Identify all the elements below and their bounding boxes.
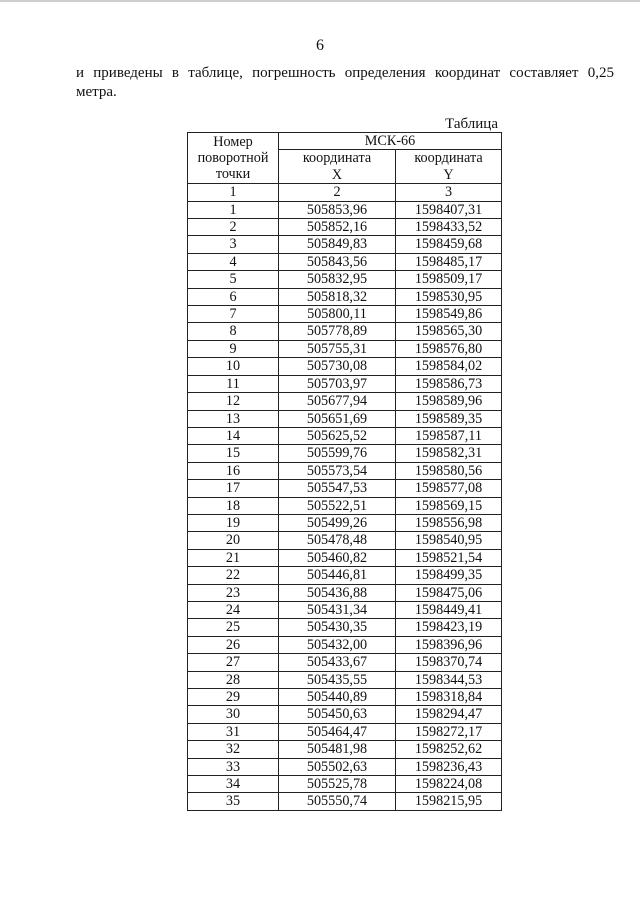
table-row — [188, 236, 502, 253]
table-row — [188, 323, 502, 340]
table-row — [188, 671, 502, 688]
point-number-cell: 16 — [188, 462, 279, 479]
table-row — [188, 619, 502, 636]
table-row — [188, 793, 502, 810]
coordinate-x-cell: 505446,81 — [279, 567, 396, 584]
point-number-cell: 35 — [188, 793, 279, 810]
point-number-cell: 28 — [188, 671, 279, 688]
point-number-cell: 2 — [188, 219, 279, 236]
table-row — [188, 776, 502, 793]
coordinate-x-cell: 505853,96 — [279, 201, 396, 218]
table-row — [188, 497, 502, 514]
point-number-cell: 24 — [188, 601, 279, 618]
coordinate-x-cell: 505599,76 — [279, 445, 396, 462]
point-number-cell: 12 — [188, 393, 279, 410]
coordinate-y-cell: 1598580,56 — [396, 462, 502, 479]
point-number-cell: 11 — [188, 375, 279, 392]
point-number-cell: 15 — [188, 445, 279, 462]
table-row — [188, 532, 502, 549]
point-number-cell: 21 — [188, 549, 279, 566]
coordinate-y-cell: 1598509,17 — [396, 271, 502, 288]
coordinate-y-cell: 1598530,95 — [396, 288, 502, 305]
table-row — [188, 288, 502, 305]
coordinate-y-cell: 1598396,96 — [396, 636, 502, 653]
column-number: 1 — [188, 184, 279, 201]
coordinate-y-cell: 1598569,15 — [396, 497, 502, 514]
table-row — [188, 410, 502, 427]
point-number-cell: 19 — [188, 514, 279, 531]
coordinate-y-cell: 1598589,35 — [396, 410, 502, 427]
coordinate-x-cell: 505755,31 — [279, 340, 396, 357]
coordinate-x-cell: 505436,88 — [279, 584, 396, 601]
coordinate-x-cell: 505430,35 — [279, 619, 396, 636]
coordinate-x-cell: 505499,26 — [279, 514, 396, 531]
coordinates-table — [187, 132, 502, 811]
table-row — [188, 741, 502, 758]
table-row — [188, 253, 502, 270]
column-number-row — [188, 184, 502, 201]
table-row — [188, 567, 502, 584]
coordinate-x-cell: 505478,48 — [279, 532, 396, 549]
point-number-cell: 20 — [188, 532, 279, 549]
coordinate-y-cell: 1598423,19 — [396, 619, 502, 636]
point-number-cell: 1 — [188, 201, 279, 218]
header-coordinate-y — [396, 150, 502, 184]
point-number-cell: 10 — [188, 358, 279, 375]
point-number-cell: 27 — [188, 654, 279, 671]
coordinate-x-cell: 505651,69 — [279, 410, 396, 427]
table-row — [188, 462, 502, 479]
coordinate-x-cell: 505818,32 — [279, 288, 396, 305]
header-y-line-2: Y — [443, 166, 454, 183]
coordinate-x-cell: 505832,95 — [279, 271, 396, 288]
coordinate-y-cell: 1598236,43 — [396, 758, 502, 775]
table-row — [188, 306, 502, 323]
header-coordinate-x — [279, 150, 396, 184]
coordinate-y-cell: 1598586,73 — [396, 375, 502, 392]
point-number-cell: 5 — [188, 271, 279, 288]
coordinate-y-cell: 1598485,17 — [396, 253, 502, 270]
header-y-line-1: координата — [414, 150, 483, 167]
point-number-cell: 8 — [188, 323, 279, 340]
point-number-cell: 7 — [188, 306, 279, 323]
column-number: 3 — [396, 184, 502, 201]
coordinate-x-cell: 505703,97 — [279, 375, 396, 392]
table-row — [188, 219, 502, 236]
coordinate-x-cell: 505502,63 — [279, 758, 396, 775]
coordinate-y-cell: 1598318,84 — [396, 689, 502, 706]
coordinate-x-cell: 505433,67 — [279, 654, 396, 671]
table-row — [188, 375, 502, 392]
coordinate-y-cell: 1598449,41 — [396, 601, 502, 618]
coordinate-x-cell: 505525,78 — [279, 776, 396, 793]
coordinates-table-body — [188, 201, 502, 810]
point-number-cell: 26 — [188, 636, 279, 653]
header-x-line-1: координата — [302, 150, 372, 167]
page-top-edge — [0, 0, 640, 2]
coordinate-y-cell: 1598407,31 — [396, 201, 502, 218]
table-row — [188, 549, 502, 566]
coordinate-x-cell: 505849,83 — [279, 236, 396, 253]
table-row — [188, 340, 502, 357]
intro-paragraph: и приведены в таблице, погрешность определения координат составляет 0,25 метра. — [76, 65, 614, 100]
point-number-cell: 3 — [188, 236, 279, 253]
coordinate-y-cell: 1598589,96 — [396, 393, 502, 410]
point-number-cell: 14 — [188, 427, 279, 444]
coordinate-y-cell: 1598272,17 — [396, 723, 502, 740]
coordinate-y-cell: 1598459,68 — [396, 236, 502, 253]
table-row — [188, 427, 502, 444]
table-row — [188, 758, 502, 775]
table-caption: Таблица — [445, 116, 498, 132]
point-number-cell: 22 — [188, 567, 279, 584]
coordinate-x-cell: 505481,98 — [279, 741, 396, 758]
point-number-cell: 30 — [188, 706, 279, 723]
header-coordinate-system: МСК-66 — [279, 133, 502, 150]
point-number-cell: 13 — [188, 410, 279, 427]
point-number-cell: 17 — [188, 480, 279, 497]
coordinate-x-cell: 505730,08 — [279, 358, 396, 375]
coordinate-y-cell: 1598521,54 — [396, 549, 502, 566]
table-row — [188, 445, 502, 462]
coordinate-y-cell: 1598576,80 — [396, 340, 502, 357]
table-row — [188, 636, 502, 653]
point-number-cell: 31 — [188, 723, 279, 740]
point-number-cell: 25 — [188, 619, 279, 636]
coordinate-y-cell: 1598215,95 — [396, 793, 502, 810]
point-number-cell: 29 — [188, 689, 279, 706]
coordinate-x-cell: 505522,51 — [279, 497, 396, 514]
coordinate-y-cell: 1598224,08 — [396, 776, 502, 793]
coordinate-x-cell: 505440,89 — [279, 689, 396, 706]
header-point-line-3: точки — [215, 166, 251, 183]
coordinate-y-cell: 1598577,08 — [396, 480, 502, 497]
point-number-cell: 34 — [188, 776, 279, 793]
coordinate-x-cell: 505431,34 — [279, 601, 396, 618]
point-number-cell: 23 — [188, 584, 279, 601]
coordinate-x-cell: 505464,47 — [279, 723, 396, 740]
table-row — [188, 601, 502, 618]
table-row — [188, 480, 502, 497]
coordinate-y-cell: 1598433,52 — [396, 219, 502, 236]
point-number-cell: 32 — [188, 741, 279, 758]
table-row — [188, 654, 502, 671]
coordinate-x-cell: 505460,82 — [279, 549, 396, 566]
coordinate-x-cell: 505573,54 — [279, 462, 396, 479]
coordinate-x-cell: 505778,89 — [279, 323, 396, 340]
coordinate-x-cell: 505625,52 — [279, 427, 396, 444]
column-number: 2 — [279, 184, 396, 201]
coordinate-y-cell: 1598556,98 — [396, 514, 502, 531]
table-row — [188, 584, 502, 601]
coordinate-x-cell: 505547,53 — [279, 480, 396, 497]
coordinate-x-cell: 505432,00 — [279, 636, 396, 653]
coordinate-x-cell: 505435,55 — [279, 671, 396, 688]
coordinate-y-cell: 1598565,30 — [396, 323, 502, 340]
coordinate-y-cell: 1598252,62 — [396, 741, 502, 758]
coordinate-y-cell: 1598582,31 — [396, 445, 502, 462]
coordinate-y-cell: 1598475,06 — [396, 584, 502, 601]
point-number-cell: 6 — [188, 288, 279, 305]
table-row — [188, 689, 502, 706]
table-row — [188, 201, 502, 218]
point-number-cell: 33 — [188, 758, 279, 775]
coordinate-x-cell: 505450,63 — [279, 706, 396, 723]
coordinate-y-cell: 1598540,95 — [396, 532, 502, 549]
table-row — [188, 358, 502, 375]
coordinate-x-cell: 505550,74 — [279, 793, 396, 810]
coordinate-y-cell: 1598549,86 — [396, 306, 502, 323]
header-point-line-2: поворотной — [197, 149, 269, 166]
coordinate-y-cell: 1598499,35 — [396, 567, 502, 584]
coordinate-y-cell: 1598344,53 — [396, 671, 502, 688]
point-number-cell: 18 — [188, 497, 279, 514]
table-row — [188, 723, 502, 740]
coordinate-x-cell: 505843,56 — [279, 253, 396, 270]
page-number: 6 — [316, 37, 324, 54]
point-number-cell: 9 — [188, 340, 279, 357]
coordinate-x-cell: 505800,11 — [279, 306, 396, 323]
header-point-number — [188, 133, 279, 184]
coordinate-y-cell: 1598370,74 — [396, 654, 502, 671]
coordinate-y-cell: 1598584,02 — [396, 358, 502, 375]
table-row — [188, 393, 502, 410]
table-row — [188, 706, 502, 723]
coordinate-y-cell: 1598294,47 — [396, 706, 502, 723]
table-row — [188, 271, 502, 288]
point-number-cell: 4 — [188, 253, 279, 270]
header-point-line-1: Номер — [213, 133, 253, 150]
table-row — [188, 514, 502, 531]
coordinate-x-cell: 505677,94 — [279, 393, 396, 410]
coordinate-x-cell: 505852,16 — [279, 219, 396, 236]
coordinate-y-cell: 1598587,11 — [396, 427, 502, 444]
header-x-line-2: X — [331, 166, 343, 183]
